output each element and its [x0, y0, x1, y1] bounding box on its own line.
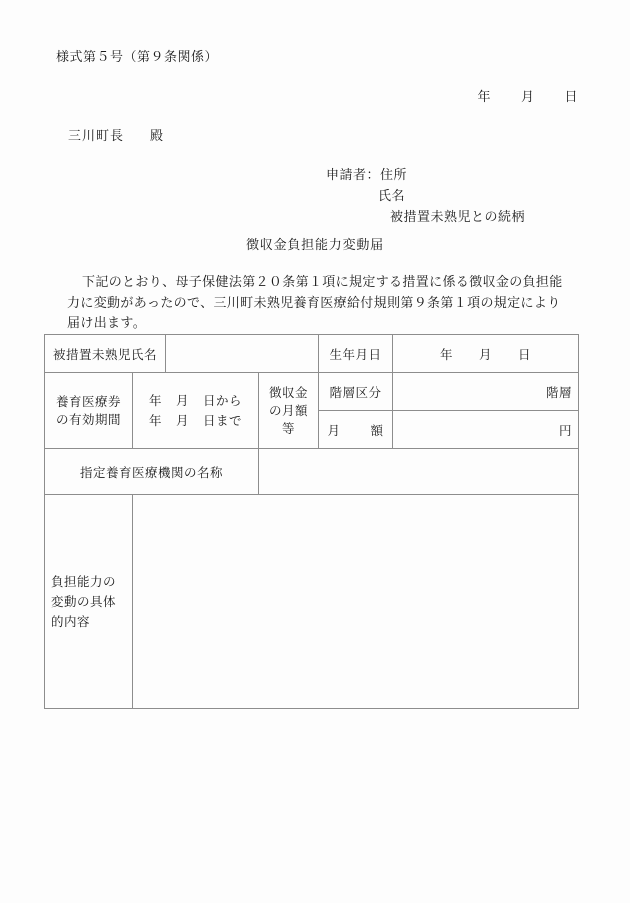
date-day-label: 日 [564, 89, 578, 104]
validity-label-line-1: 養育医療券 [55, 394, 121, 409]
recipient-line [68, 125, 164, 144]
cell-change-details-value[interactable] [133, 495, 579, 709]
period-from-line [139, 391, 252, 411]
applicant-name-line: 氏名 [378, 188, 406, 203]
date-year-label: 年 [477, 89, 491, 104]
body-line-3: 届け出ます。 [67, 315, 147, 330]
cell-levy-amount-label [259, 373, 319, 449]
monthly-amount-label-left: 月 [327, 423, 341, 438]
tier-unit-label: 階層 [546, 385, 573, 400]
cell-child-name-value[interactable] [166, 335, 319, 373]
applicant-block [326, 164, 525, 227]
validity-label-line-2: の有効期間 [55, 412, 121, 427]
cell-monthly-amount-label [319, 411, 393, 449]
body-paragraph [56, 272, 586, 334]
dob-year-label: 年 [439, 347, 453, 362]
levy-label-line-3: 等 [282, 421, 296, 436]
recipient-honorific: 殿 [150, 128, 165, 143]
cell-validity-period-label [45, 373, 133, 449]
body-line-1: 下記のとおり、母子保健法第２０条第１項に規定する措置に係る徴収金の負担能 [82, 274, 563, 289]
cell-institution-label: 指定養育医療機関の名称 [45, 449, 259, 495]
table-row-change-details [45, 495, 579, 709]
table-row-institution [45, 449, 579, 495]
period-from-month: 月 [176, 393, 190, 408]
period-to-day: 日まで [203, 413, 243, 428]
dob-month-label: 月 [479, 347, 493, 362]
monthly-amount-label-right: 額 [370, 423, 384, 438]
period-to-year: 年 [148, 413, 162, 428]
cell-dob-value[interactable] [393, 335, 579, 373]
cell-tier-label: 階層区分 [319, 373, 393, 411]
document-title: 徴収金負担能力変動届 [245, 237, 384, 252]
cell-change-details-label [45, 495, 133, 709]
date-month-label: 月 [520, 89, 535, 104]
cell-tier-value[interactable] [393, 373, 579, 411]
table-row-child-name [45, 335, 579, 373]
period-from-year: 年 [148, 393, 162, 408]
change-details-label-line-3: 的内容 [51, 614, 91, 629]
period-to-line [139, 411, 252, 431]
cell-validity-period-value[interactable] [133, 373, 259, 449]
period-to-month: 月 [176, 413, 190, 428]
period-from-day: 日から [203, 393, 243, 408]
change-details-label-line-2: 変動の具体 [51, 594, 117, 609]
change-details-label-line-1: 負担能力の [51, 574, 117, 589]
recipient-office: 三川町長 [68, 128, 125, 143]
cell-child-name-label: 被措置未熟児氏名 [45, 335, 166, 373]
applicant-relation-line: 被措置未熟児との続柄 [390, 209, 526, 224]
cell-monthly-amount-value[interactable] [393, 411, 579, 449]
applicant-address-line: 申請者：住所 [326, 167, 408, 182]
levy-label-line-1: 徴収金 [269, 385, 309, 400]
cell-dob-label: 生年月日 [319, 335, 393, 373]
yen-unit-label: 円 [559, 423, 573, 438]
date-line [0, 86, 630, 105]
table-row-period-tier [45, 373, 579, 411]
body-line-2: 力に変動があったので、三川町未熟児養育医療給付規則第９条第１項の規定により [67, 294, 561, 310]
form-table [44, 334, 579, 709]
dob-day-label: 日 [518, 347, 532, 362]
form-number: 様式第５号（第９条関係） [56, 49, 219, 64]
levy-label-line-2: の月額 [269, 403, 309, 418]
cell-institution-value[interactable] [259, 449, 579, 495]
